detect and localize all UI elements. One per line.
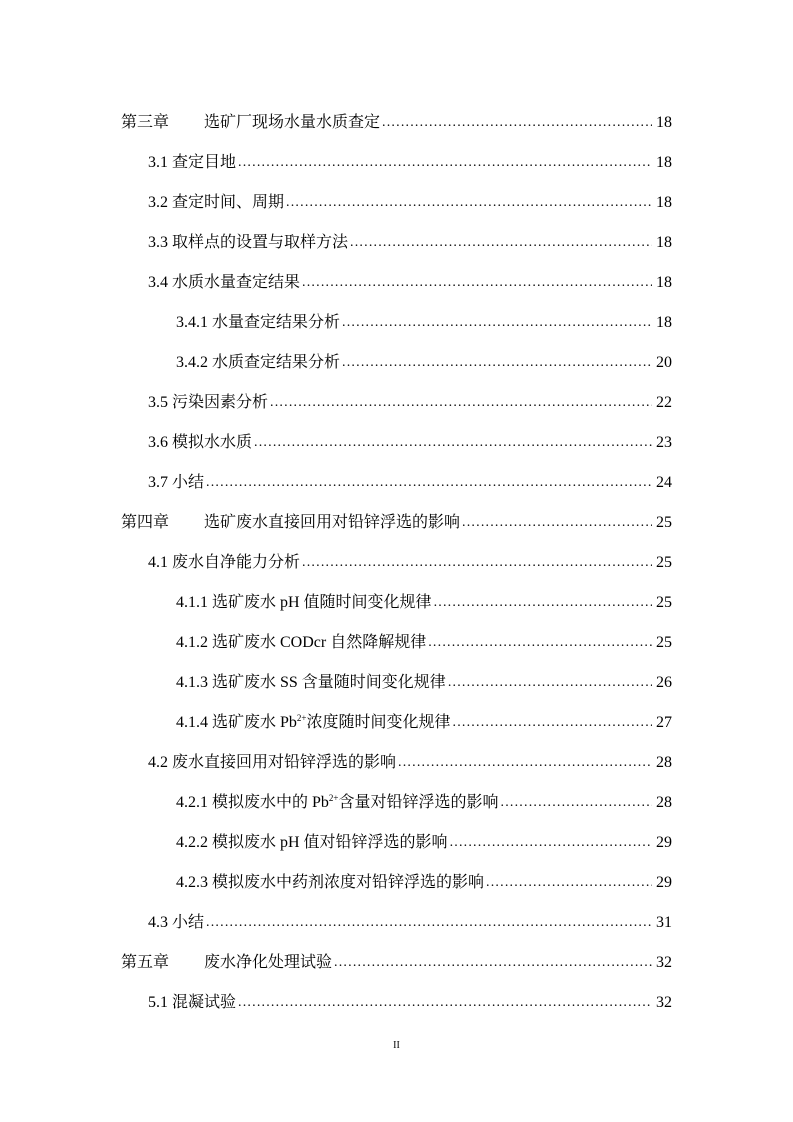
dot-leader <box>501 783 653 823</box>
toc-entry-title <box>148 903 206 943</box>
toc-title-text: 4.2 废水直接回用对铅锌浮选的影响 <box>148 754 397 771</box>
toc-title-text: 废水净化处理试验 <box>204 954 333 971</box>
toc-title-text: 4.1.4 选矿废水 Pb <box>176 714 297 731</box>
dot-leader <box>238 983 652 1023</box>
page-number: II <box>393 1040 400 1051</box>
toc-page-number: 18 <box>652 263 672 303</box>
toc-entry-title <box>176 863 486 903</box>
chapter-number: 第四章 <box>121 514 170 531</box>
toc-title-text: 3.6 模拟水水质 <box>148 434 253 451</box>
toc-entry-title <box>176 663 448 703</box>
toc-page-number: 18 <box>652 103 672 143</box>
toc-entry-title <box>148 543 302 583</box>
toc-title-text: 3.7 小结 <box>148 474 205 491</box>
toc-title-text: 3.4.1 水量查定结果分析 <box>176 314 341 331</box>
dot-leader <box>302 543 652 583</box>
toc-entry[interactable] <box>0 703 793 743</box>
toc-entry[interactable] <box>0 463 793 503</box>
toc-page-number: 22 <box>652 383 672 423</box>
dot-leader <box>238 143 652 183</box>
dot-leader <box>206 463 652 503</box>
toc-title-text: 3.4 水质水量查定结果 <box>148 274 301 291</box>
toc-entry[interactable] <box>0 583 793 623</box>
toc-entry-title <box>148 383 270 423</box>
toc-entry[interactable] <box>0 783 793 823</box>
dot-leader <box>382 103 652 143</box>
toc-page-number: 25 <box>652 583 672 623</box>
toc-title-text: 含量对铅锌浮选的影响 <box>338 794 499 811</box>
toc-title-text: 4.2.2 模拟废水 pH 值对铅锌浮选的影响 <box>176 834 448 851</box>
toc-entry[interactable] <box>0 823 793 863</box>
superscript-charge: 2+ <box>296 713 307 723</box>
dot-leader <box>342 343 652 383</box>
toc-title-text: 3.5 污染因素分析 <box>148 394 269 411</box>
toc-entry-title <box>121 503 462 543</box>
dot-leader <box>350 223 652 263</box>
chapter-number: 第五章 <box>121 954 170 971</box>
toc-page-number: 23 <box>652 423 672 463</box>
toc-entry-title <box>176 823 450 863</box>
table-of-contents <box>0 103 793 1023</box>
dot-leader <box>206 903 652 943</box>
toc-entry[interactable] <box>0 543 793 583</box>
dot-leader <box>434 583 652 623</box>
toc-page-number: 25 <box>652 543 672 583</box>
toc-page-number: 20 <box>652 343 672 383</box>
toc-title-text: 4.1 废水自净能力分析 <box>148 554 301 571</box>
toc-title-text: 3.3 取样点的设置与取样方法 <box>148 234 349 251</box>
toc-title-text: 4.1.1 选矿废水 pH 值随时间变化规律 <box>176 594 432 611</box>
toc-entry-title <box>148 183 286 223</box>
toc-page-number: 26 <box>652 663 672 703</box>
toc-title-text: 5.1 混凝试验 <box>148 994 237 1011</box>
toc-entry-title <box>176 703 453 743</box>
toc-title-text: 选矿厂现场水量水质查定 <box>204 114 381 131</box>
toc-entry[interactable] <box>0 103 793 143</box>
dot-leader <box>486 863 652 903</box>
toc-entry-title <box>148 143 238 183</box>
toc-page-number: 25 <box>652 623 672 663</box>
toc-page-number: 32 <box>652 943 672 983</box>
dot-leader <box>286 183 652 223</box>
toc-page-number: 31 <box>652 903 672 943</box>
toc-title-text: 3.2 查定时间、周期 <box>148 194 285 211</box>
chapter-number: 第三章 <box>121 114 170 131</box>
toc-entry[interactable] <box>0 383 793 423</box>
toc-entry-title <box>148 983 238 1023</box>
toc-page-number: 18 <box>652 223 672 263</box>
toc-page-number: 29 <box>652 863 672 903</box>
toc-entry[interactable] <box>0 903 793 943</box>
dot-leader <box>334 943 652 983</box>
toc-entry[interactable] <box>0 343 793 383</box>
toc-entry[interactable] <box>0 983 793 1023</box>
toc-title-text: 4.1.3 选矿废水 SS 含量随时间变化规律 <box>176 674 446 691</box>
dot-leader <box>342 303 652 343</box>
toc-entry[interactable] <box>0 183 793 223</box>
toc-entry[interactable] <box>0 143 793 183</box>
toc-entry-title <box>176 343 342 383</box>
toc-title-text: 浓度随时间变化规律 <box>306 714 451 731</box>
toc-entry-title <box>121 103 382 143</box>
toc-page-number: 25 <box>652 503 672 543</box>
toc-entry-title <box>148 423 254 463</box>
toc-entry[interactable] <box>0 663 793 703</box>
toc-entry[interactable] <box>0 943 793 983</box>
toc-page-number: 18 <box>652 143 672 183</box>
toc-title-text: 4.2.3 模拟废水中药剂浓度对铅锌浮选的影响 <box>176 874 485 891</box>
dot-leader <box>270 383 652 423</box>
dot-leader <box>254 423 652 463</box>
dot-leader <box>428 623 652 663</box>
toc-entry-title <box>176 303 342 343</box>
dot-leader <box>453 703 653 743</box>
toc-page-number: 24 <box>652 463 672 503</box>
toc-entry[interactable] <box>0 623 793 663</box>
toc-entry-title <box>176 583 434 623</box>
toc-page-number: 18 <box>652 303 672 343</box>
dot-leader <box>448 663 652 703</box>
toc-title-text: 4.1.2 选矿废水 CODcr 自然降解规律 <box>176 634 427 651</box>
toc-title-text: 选矿废水直接回用对铅锌浮选的影响 <box>204 514 461 531</box>
toc-entry-title <box>148 223 350 263</box>
toc-title-text: 4.2.1 模拟废水中的 Pb <box>176 794 329 811</box>
dot-leader <box>462 503 652 543</box>
toc-page-number: 27 <box>652 703 672 743</box>
toc-entry-title <box>148 463 206 503</box>
toc-entry-title <box>176 783 501 823</box>
toc-title-text: 4.3 小结 <box>148 914 205 931</box>
toc-entry[interactable] <box>0 863 793 903</box>
toc-entry[interactable] <box>0 223 793 263</box>
toc-entry-title <box>148 743 398 783</box>
toc-entry-title <box>121 943 334 983</box>
toc-entry-title <box>176 623 428 663</box>
toc-page-number: 29 <box>652 823 672 863</box>
toc-page-number: 32 <box>652 983 672 1023</box>
toc-page-number: 18 <box>652 183 672 223</box>
toc-entry[interactable] <box>0 263 793 303</box>
dot-leader <box>398 743 652 783</box>
dot-leader <box>450 823 652 863</box>
toc-entry[interactable] <box>0 303 793 343</box>
toc-entry-title <box>148 263 302 303</box>
superscript-charge: 2+ <box>328 793 339 803</box>
toc-page-number: 28 <box>652 743 672 783</box>
toc-entry[interactable] <box>0 423 793 463</box>
toc-page-number: 28 <box>652 783 672 823</box>
toc-title-text: 3.4.2 水质查定结果分析 <box>176 354 341 371</box>
dot-leader <box>302 263 652 303</box>
toc-entry[interactable] <box>0 743 793 783</box>
toc-title-text: 3.1 查定目地 <box>148 154 237 171</box>
toc-entry[interactable] <box>0 503 793 543</box>
